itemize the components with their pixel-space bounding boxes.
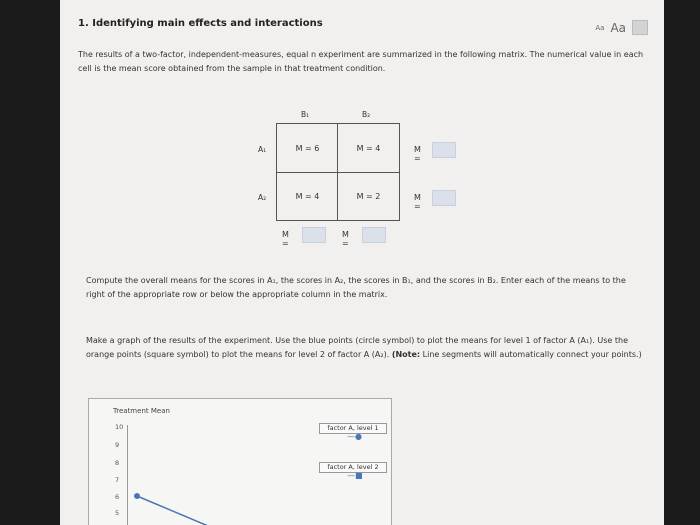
question-title: 1. Identifying main effects and interactions: [78, 18, 323, 29]
graph-instructions: [86, 334, 646, 362]
legend-circle-icon[interactable]: —●: [347, 432, 362, 441]
font-decrease-button[interactable]: Aa: [595, 23, 605, 32]
calculator-icon[interactable]: [632, 20, 648, 35]
legend-level1[interactable]: factor A, level 1: [319, 423, 387, 434]
y-tick-5: 5: [115, 509, 120, 517]
col-mean-input-b2[interactable]: [362, 227, 386, 243]
row-mean-label-a2: M =: [414, 193, 421, 211]
col-mean-label-b2: M =: [342, 230, 349, 248]
note-label: (Note:: [391, 350, 421, 359]
cell-a2-b1: M = 4: [295, 192, 320, 201]
cell-a2-b2: M = 2: [356, 192, 381, 201]
intro-text: The results of a two-factor, independent-measures, equal n experiment are summarized in the following matrix. The numerical value in each cell is the mean score obtained from the sample in that treatment condition.: [78, 50, 644, 73]
row-mean-label-a1: M =: [414, 145, 421, 163]
font-increase-button[interactable]: Aa: [610, 20, 626, 35]
legend-square-icon[interactable]: —■: [347, 471, 363, 480]
plot-area[interactable]: [88, 398, 392, 525]
col-header-b2: B₂: [362, 110, 371, 119]
y-tick-6: 6: [115, 493, 120, 501]
col-mean-input-b1[interactable]: [302, 227, 326, 243]
y-axis-title: Treatment Mean: [113, 407, 170, 415]
level1-line-segment: [137, 496, 239, 525]
col-mean-label-b1: M =: [282, 230, 289, 248]
note-text: Line segments will automatically connect your points.): [422, 350, 642, 359]
y-tick-9: 9: [115, 441, 120, 449]
row-header-a2: A₂: [258, 193, 267, 202]
font-size-controls: [595, 20, 648, 35]
matrix-grid: [276, 123, 400, 221]
question-page: [60, 0, 664, 525]
col-header-b1: B₁: [301, 110, 310, 119]
level1-point: [134, 493, 140, 499]
y-tick-10: 10: [115, 423, 124, 431]
cell-a1-b2: M = 4: [356, 144, 381, 153]
row-header-a1: A₁: [258, 145, 267, 154]
graph-instructions-text: Make a graph of the results of the experiment. Use the blue points (circle symbol) to plot the means for level 1 of factor A (A₁). Use the orange points (square symbol) to plot the means for level 2 of factor A (A₂).: [86, 336, 628, 359]
legend-level2[interactable]: factor A, level 2: [319, 462, 387, 473]
row-mean-input-a1[interactable]: [432, 142, 456, 158]
row-mean-input-a2[interactable]: [432, 190, 456, 206]
compute-instructions: Compute the overall means for the scores in A₁, the scores in A₂, the scores in B₁, and the scores in B₂. Enter each of the means to the right of the appropriate row or below the appropriate column in the matrix.: [86, 276, 626, 299]
y-tick-7: 7: [115, 476, 120, 484]
cell-a1-b1: M = 6: [295, 144, 320, 153]
y-tick-8: 8: [115, 459, 120, 467]
